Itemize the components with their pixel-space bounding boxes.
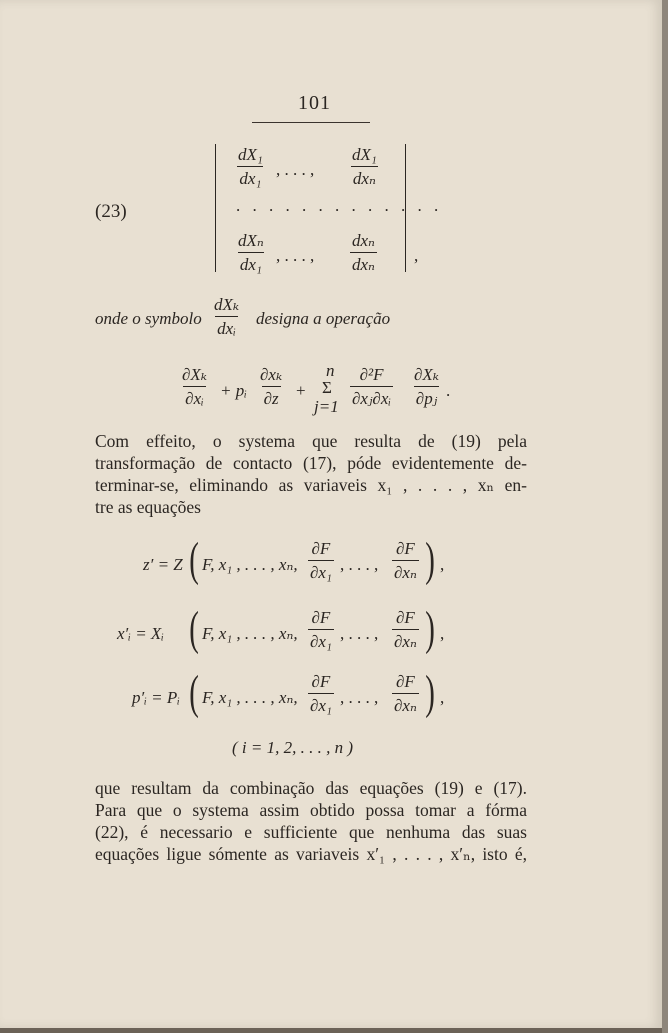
sys3-open-paren: (: [189, 666, 199, 719]
det-r1-c2: dX₁ dxₙ: [352, 145, 377, 188]
para2-line-3: (22), é necessario e sufficiente que nenhuma das suas: [95, 822, 527, 842]
sys2-frac-2: $\frac{\partial F}{\text{∂xₙ}}$: [394, 608, 417, 651]
sum-bottom: j=1: [314, 397, 339, 416]
op-end: .: [446, 381, 451, 400]
para2-line-4: equações ligue sómente as variaveis x′₁ , . . . , x′ₙ, isto é,: [95, 844, 527, 864]
header-rule: [252, 122, 370, 123]
para2-line-1: que resultam da combinação das equações (19) e (17).: [95, 778, 527, 798]
paragraph-2: [95, 777, 527, 865]
det-middle-dots: . . . . . . . . . . . . .: [236, 196, 443, 215]
sys1-mid: , . . . ,: [340, 555, 379, 574]
det-trailing-comma: ,: [414, 246, 419, 265]
sys1-open-paren: (: [189, 533, 199, 586]
onde-post: designa a operação: [256, 309, 391, 328]
det-r2-sep: , . . . ,: [276, 246, 315, 265]
det-r2-c1: dXₙ dx₁: [238, 231, 264, 274]
sum-top: n: [326, 361, 335, 380]
sys3-frac-1: $\frac{\partial F}{\text{∂x₁}}$: [310, 672, 332, 715]
det-r2-c2: dxₙ dxₙ: [352, 231, 375, 274]
op-frac-2: $\frac{\text{∂xₖ}}{\partial z}$: [260, 365, 283, 408]
sys3-mid: , . . . ,: [340, 688, 379, 707]
onde-pre: onde o symbolo: [95, 309, 202, 328]
sum-symbol: Σ: [322, 378, 332, 397]
page-edge: [662, 0, 668, 1033]
equation-label: (23): [95, 201, 127, 222]
onde-fraction: dXₖ dxᵢ: [214, 295, 240, 338]
sys1-frac-2: $\frac{\partial F}{\text{∂xₙ}}$: [394, 539, 417, 582]
para1-line-2: transformação de contacto (17), póde evidentemente de-: [95, 453, 527, 473]
sys3-frac-2: $\frac{\partial F}{\text{∂xₙ}}$: [394, 672, 417, 715]
op-plus-1: + pᵢ: [220, 381, 247, 400]
sys1-args: F, x₁ , . . . , xₙ,: [202, 555, 298, 574]
paragraph-1: [95, 430, 527, 518]
para1-line-3: terminar-se, eliminando as variaveis x₁ , . . . , xₙ en-: [95, 475, 527, 495]
index-range: ( i = 1, 2, . . . , n ): [232, 738, 354, 757]
sys2-close-paren: ): [425, 602, 435, 655]
determinant-left-bar: [215, 144, 216, 272]
para1-line-1: Com effeito, o systema que resulta de (19) pela: [95, 431, 527, 451]
para1-line-4: tre as equações: [95, 497, 201, 517]
sys3-args: F, x₁ , . . . , xₙ,: [202, 688, 298, 707]
sys2-mid: , . . . ,: [340, 624, 379, 643]
sys2-lhs: x′ᵢ = Xᵢ: [117, 624, 164, 643]
sys3-end: ,: [440, 688, 445, 707]
op-plus-2: +: [296, 381, 306, 400]
det-r1-sep: , . . . ,: [276, 160, 315, 179]
sys1-lhs: z′ = Z: [143, 555, 183, 574]
sys2-end: ,: [440, 624, 445, 643]
sys3-lhs: p′ᵢ = Pᵢ: [132, 688, 180, 707]
para2-line-2: Para que o systema assim obtido possa tomar a fórma: [95, 800, 527, 820]
sys1-end: ,: [440, 555, 445, 574]
sys3-close-paren: ): [425, 666, 435, 719]
sys2-args: F, x₁ , . . . , xₙ,: [202, 624, 298, 643]
page-number: 101: [298, 92, 331, 114]
op-frac-3: $\frac{\text{∂²F}}{\text{∂xⱼ∂xᵢ}}$: [352, 365, 392, 408]
sys1-close-paren: ): [425, 533, 435, 586]
sys2-open-paren: (: [189, 602, 199, 655]
op-frac-1: $\frac{\text{∂Xₖ}}{\text{∂xᵢ}}$: [182, 365, 207, 408]
det-r1-c1: $\frac{\text{dX₁}}{\text{dx₁}}$: [238, 145, 263, 188]
sys2-frac-1: $\frac{\partial F}{\text{∂x₁}}$: [310, 608, 332, 651]
op-frac-4: $\frac{\text{∂Xₖ}}{\text{∂pⱼ}}$: [414, 365, 439, 408]
sys1-frac-1: $\frac{\partial F}{\text{∂x₁}}$: [310, 539, 332, 582]
